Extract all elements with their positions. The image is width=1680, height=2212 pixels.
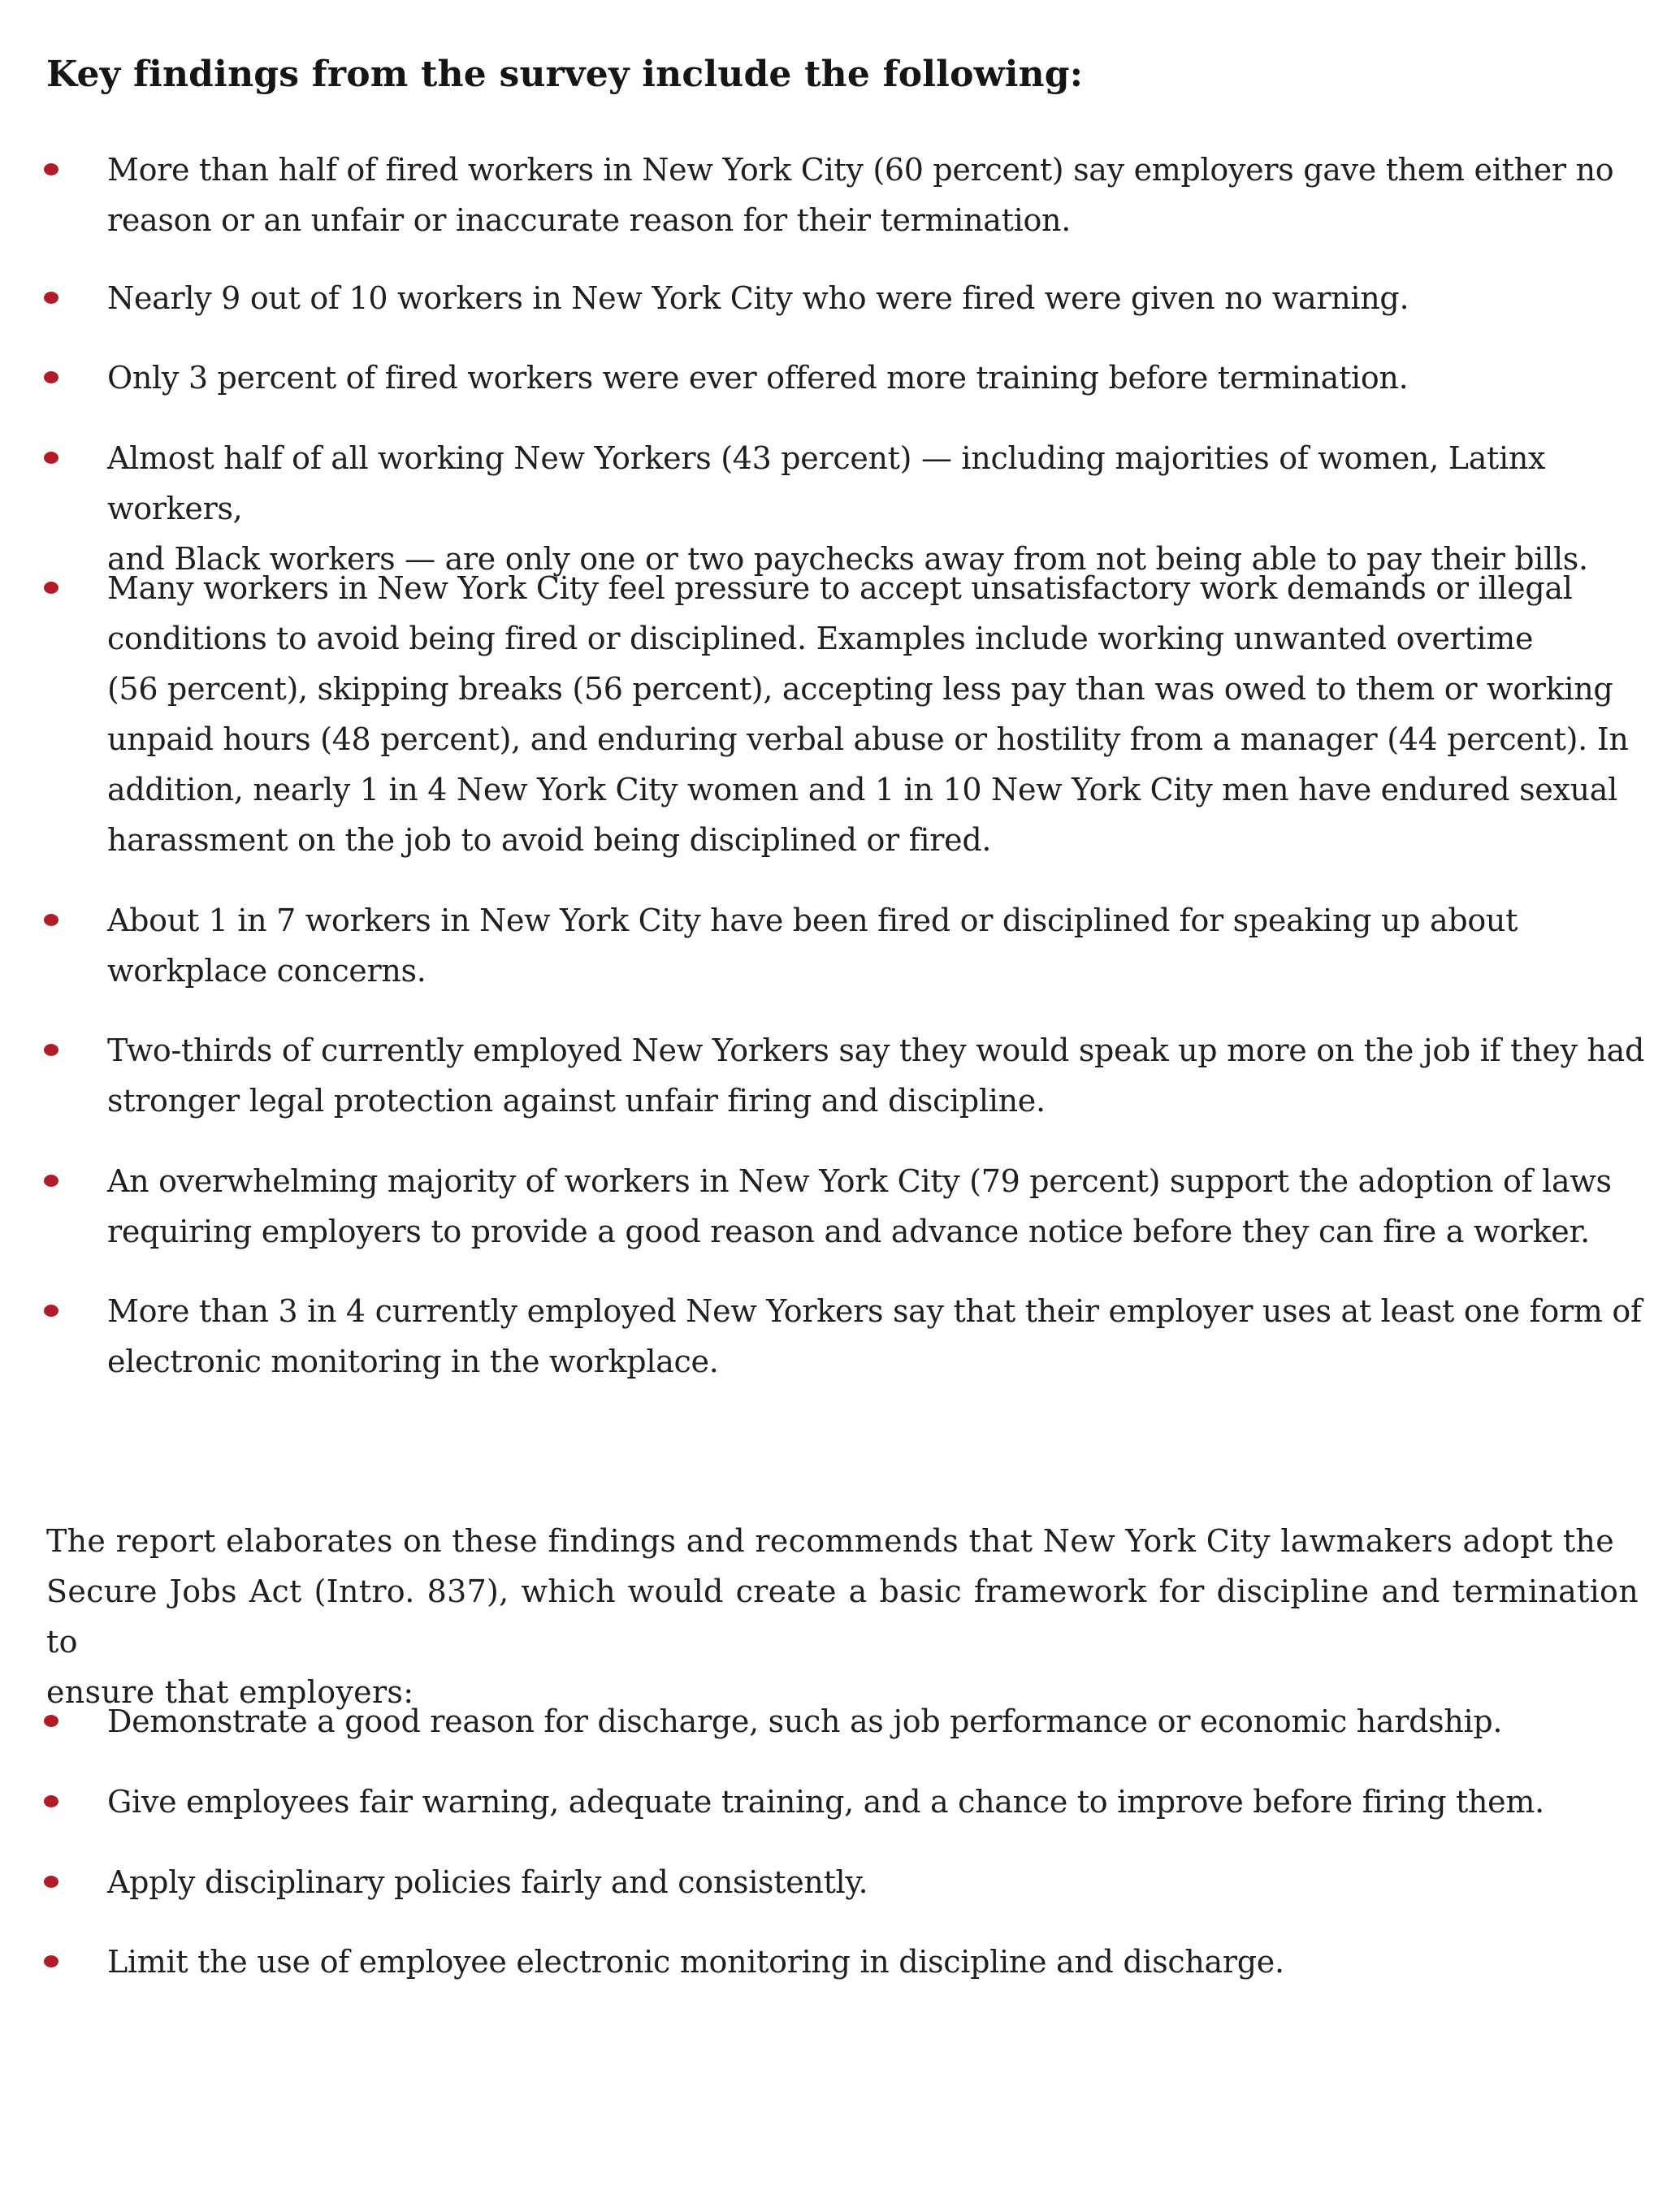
bullet-icon <box>44 452 58 464</box>
list-item-text: An overwhelming majority of workers in New York City (79 percent) support the adoption of laws requiring employers to provide a good reason and advance notice before they can fire a worker. <box>107 1163 1612 1249</box>
bullet-icon <box>44 1955 58 1967</box>
bullet-icon <box>44 914 58 926</box>
bullet-icon <box>44 1795 58 1807</box>
bullet-icon <box>44 371 58 383</box>
bullet-icon <box>44 1175 58 1187</box>
list-item-text: Give employees fair warning, adequate training, and a chance to improve before firing them. <box>107 1784 1544 1820</box>
list-item-text: Apply disciplinary policies fairly and consistently. <box>107 1864 868 1900</box>
list-item-text: Two-thirds of currently employed New Yorkers say they would speak up more on the job if they had stronger legal protection against unfair firing and discipline. <box>107 1032 1644 1119</box>
bullet-icon <box>44 292 58 304</box>
list-item-text: Almost half of all working New Yorkers (43 percent) — including majorities of women, Latinx workers, and Black workers — are only one or two paychecks away from not being able to pay their bills. <box>107 440 1588 577</box>
report-paragraph: The report elaborates on these findings and recommends that New York City lawmakers adopt the Secure Jobs Act (Intro. 837), which would create a basic framework for discipline and termination to ensure that employers: <box>46 1523 1639 1710</box>
bullet-icon <box>44 582 58 594</box>
list-item-text: Nearly 9 out of 10 workers in New York City who were fired were given no warning. <box>107 280 1409 316</box>
list-item-text: Limit the use of employee electronic monitoring in discipline and discharge. <box>107 1944 1284 1980</box>
list-item-text: Demonstrate a good reason for discharge, such as job performance or economic hardship. <box>107 1703 1503 1739</box>
bullet-icon <box>44 1876 58 1888</box>
section-heading: Key findings from the survey include the following: <box>46 54 1084 95</box>
list-item-text: More than half of fired workers in New York City (60 percent) say employers gave them either no reason or an unfair or inaccurate reason for their termination. <box>107 152 1614 238</box>
list-item-text: About 1 in 7 workers in New York City have been fired or disciplined for speaking up about workplace concerns. <box>107 903 1518 989</box>
list-item-text: Many workers in New York City feel pressure to accept unsatisfactory work demands or illegal conditions to avoid being fired or disciplined. Examples include working unwanted overtime (56 percent), skipping breaks (56 percent), accepting less pay than was owed to them or working unpaid hours (48 percent), and enduring verbal abuse or hostility from a manager (44 percent). In addition, nearly 1 in 4 New York City women and 1 in 10 New York City men have endured sexual harassment on the job to avoid being disciplined or fired. <box>107 570 1629 858</box>
list-item-text: More than 3 in 4 currently employed New Yorkers say that their employer uses at least one form of electronic monitoring in the workplace. <box>107 1293 1642 1379</box>
list-item-text: Only 3 percent of fired workers were ever offered more training before termination. <box>107 360 1409 396</box>
bullet-icon <box>44 163 58 175</box>
bullet-icon <box>44 1305 58 1317</box>
bullet-icon <box>44 1044 58 1056</box>
bullet-icon <box>44 1715 58 1727</box>
